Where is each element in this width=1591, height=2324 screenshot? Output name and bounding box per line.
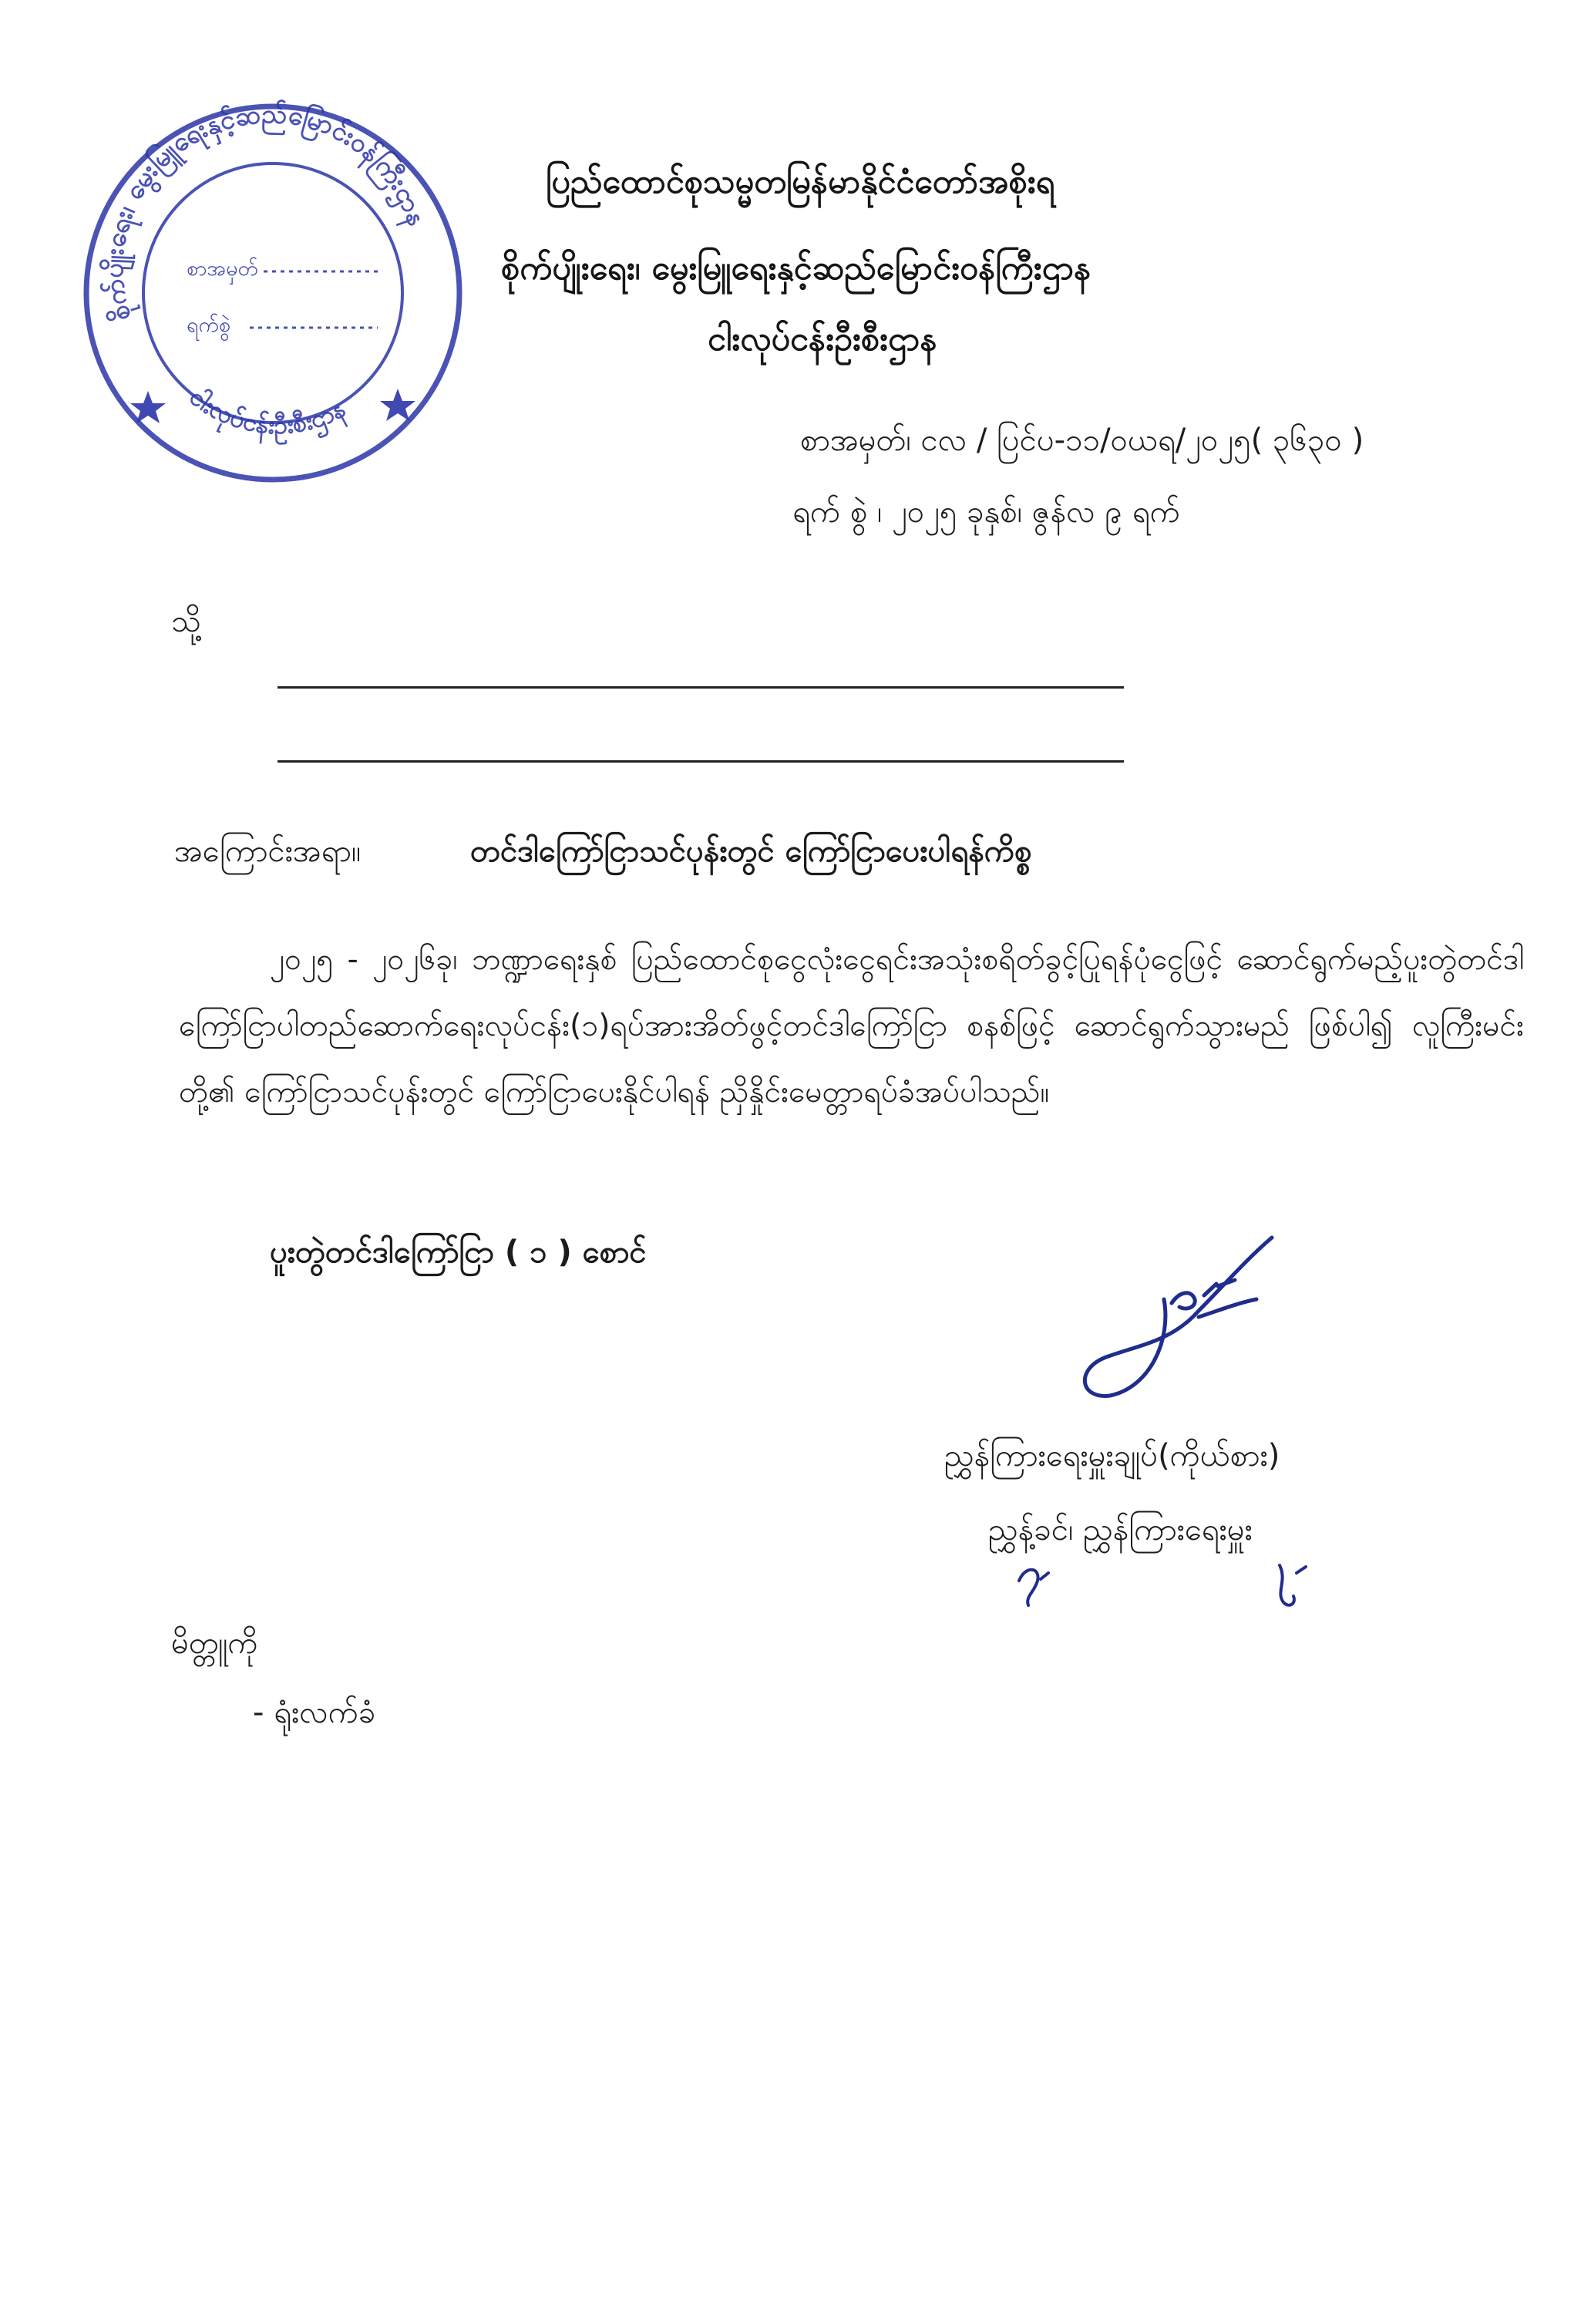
reference-date: ရက် စွဲ ၊ ၂၀၂၅ ခုနှစ်၊ ဇွန်လ ၉ ရက်: [792, 494, 1180, 530]
handwritten-initials: [1010, 1558, 1334, 1612]
seal-ring-text-top: စိုက်ပျိုးရေး၊ မွေးမြူရေးနှင့်ဆည်မြောင်းဝန်ကြီးဌာန: [98, 98, 432, 325]
subject-text: တင်ဒါကြော်ငြာသင်ပုန်းတွင် ကြော်ငြာပေးပါရန်ကိစ္စ: [470, 834, 1032, 869]
copy-to-item: - ရုံးလက်ခံ: [253, 1695, 376, 1730]
seal-number-label: စာအမှတ်: [187, 257, 258, 281]
subject-label: အကြောင်းအရာ။: [174, 834, 362, 869]
seal-date-label: ရက်စွဲ: [187, 313, 231, 337]
addressee-line-2: [278, 760, 1124, 763]
addressee-line-1: [278, 686, 1124, 689]
letterhead-line-ministry: စိုက်ပျိုးရေး၊ မွေးမြူရေးနှင့်ဆည်မြောင်းဝန်ကြီးဌာန: [501, 249, 1092, 288]
copy-to-label: မိတ္တူကို: [171, 1625, 258, 1661]
handwritten-signature: [1064, 1226, 1295, 1419]
svg-text:ငါးလုပ်ငန်းဦးစီးဌာန: [184, 382, 353, 446]
official-seal: [71, 86, 472, 503]
reference-number: စာအမှတ်၊ ငလ / ပြင်ပ-၁၁/ဝယရ/၂၀၂၅( ၃၆၃၀ ): [800, 423, 1364, 458]
letterhead-line-department: ငါးလုပ်ငန်းဦးစီးဌာန: [708, 320, 937, 359]
signatory-title: ညွှန်ကြားရေးမှူးချုပ်(ကိုယ်စား): [944, 1438, 1280, 1474]
addressee-label: သို့: [171, 604, 201, 639]
body-paragraph: ၂၀၂၅ - ၂၀၂၆ခု၊ ဘဏ္ဍာရေးနှစ် ပြည်ထောင်စုငွေလုံးငွေရင်းအသုံးစရိတ်ခွင့်ပြုရန်ပုံငွေဖြင့် ဆောင်ရွက်မည့်ပူးတွဲတင်ဒါကြော်ငြာပါတည်ဆောက်ရေးလုပ်ငန်း(၁)ရပ်အားအိတ်ဖွင့်တင်ဒါကြော်ငြာ စနစ်ဖြင့် ဆောင်ရွက်သွားမည် ဖြစ်ပါ၍ လူကြီးမင်းတို့၏ ကြော်ငြာသင်ပုန်းတွင် ကြော်ငြာပေးနိုင်ပါရန် ညှိနှိုင်းမေတ္တာရပ်ခံအပ်ပါသည်။: [179, 942, 1524, 1110]
svg-text:စိုက်ပျိုးရေး၊ မွေးမြူရေးနှင့်: [99, 99, 432, 325]
attachment-line: ပူးတွဲတင်ဒါကြော်ငြာ ( ၁ ) စောင်: [270, 1234, 647, 1270]
letterhead-line-government: ပြည်ထောင်စုသမ္မတမြန်မာနိုင်ငံတော်အစိုးရ: [546, 163, 1055, 201]
seal-ring-text-bottom: ငါးလုပ်ငန်းဦးစီးဌာန: [183, 381, 351, 440]
signatory-name: ညွှန့်ခင်၊ ညွှန်ကြားရေးမှူး: [988, 1512, 1253, 1548]
seal-graphic: [71, 86, 472, 503]
